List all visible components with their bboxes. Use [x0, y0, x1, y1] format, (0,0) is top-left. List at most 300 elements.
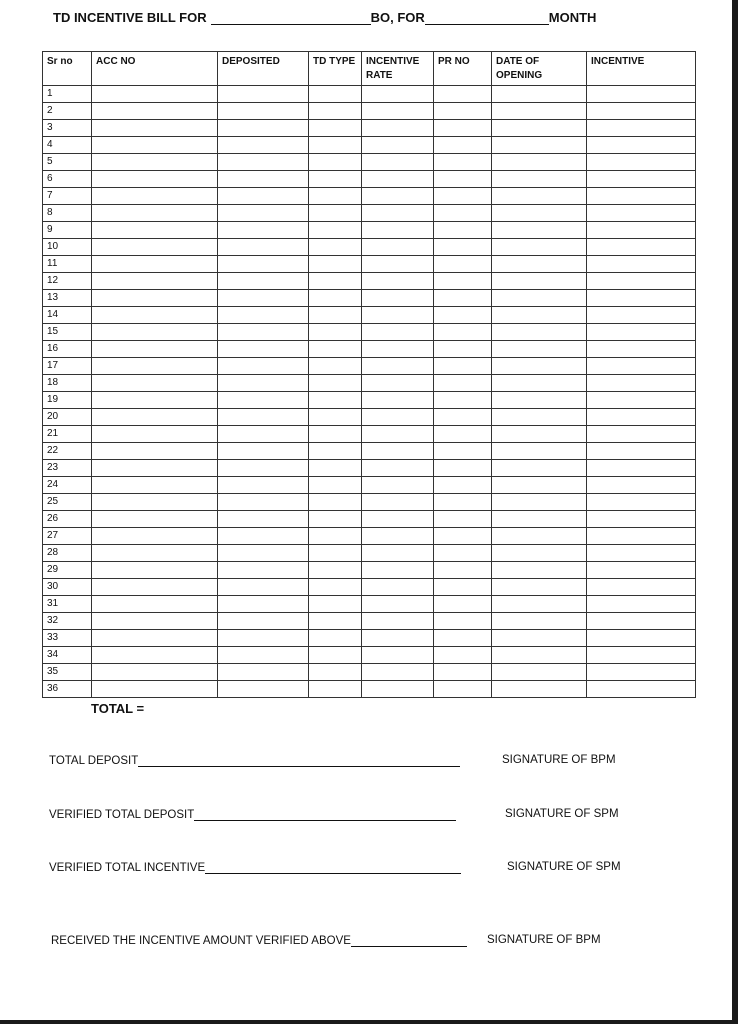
- blank-cell[interactable]: [362, 290, 434, 307]
- blank-cell[interactable]: [362, 222, 434, 239]
- table-row: [43, 290, 696, 307]
- blank-cell[interactable]: [218, 222, 309, 239]
- blank-cell[interactable]: [309, 154, 362, 171]
- blank-cell[interactable]: [309, 426, 362, 443]
- blank-cell[interactable]: [434, 528, 492, 545]
- month-blank-line[interactable]: [425, 10, 549, 25]
- blank-cell[interactable]: [92, 86, 218, 103]
- blank-cell[interactable]: [362, 86, 434, 103]
- table-row: [43, 562, 696, 579]
- blank-cell[interactable]: [362, 341, 434, 358]
- blank-cell[interactable]: [362, 324, 434, 341]
- blank-cell[interactable]: [92, 443, 218, 460]
- blank-cell[interactable]: [218, 681, 309, 698]
- blank-cell[interactable]: [492, 562, 587, 579]
- blank-cell[interactable]: [218, 392, 309, 409]
- blank-cell[interactable]: [434, 562, 492, 579]
- verified-total-incentive-blank-line[interactable]: [205, 861, 461, 874]
- blank-cell[interactable]: [362, 511, 434, 528]
- blank-cell[interactable]: [309, 443, 362, 460]
- blank-cell[interactable]: [492, 392, 587, 409]
- blank-cell[interactable]: [309, 409, 362, 426]
- blank-cell[interactable]: [309, 256, 362, 273]
- blank-cell[interactable]: [492, 613, 587, 630]
- blank-cell[interactable]: [218, 120, 309, 137]
- blank-cell[interactable]: [218, 613, 309, 630]
- blank-cell[interactable]: [587, 256, 696, 273]
- blank-cell[interactable]: [587, 494, 696, 511]
- blank-cell[interactable]: [492, 239, 587, 256]
- blank-cell[interactable]: [309, 528, 362, 545]
- blank-cell[interactable]: [362, 239, 434, 256]
- sr-no-cell: 32: [43, 613, 92, 630]
- blank-cell[interactable]: [492, 358, 587, 375]
- blank-cell[interactable]: [218, 630, 309, 647]
- blank-cell[interactable]: [92, 358, 218, 375]
- blank-cell[interactable]: [92, 222, 218, 239]
- blank-cell[interactable]: [434, 205, 492, 222]
- blank-cell[interactable]: [92, 341, 218, 358]
- blank-cell[interactable]: [218, 154, 309, 171]
- blank-cell[interactable]: [92, 579, 218, 596]
- blank-cell[interactable]: [492, 494, 587, 511]
- blank-cell[interactable]: [492, 341, 587, 358]
- blank-cell[interactable]: [92, 647, 218, 664]
- blank-cell[interactable]: [362, 103, 434, 120]
- blank-cell[interactable]: [434, 341, 492, 358]
- sr-no-cell: 24: [43, 477, 92, 494]
- blank-cell[interactable]: [587, 511, 696, 528]
- blank-cell[interactable]: [587, 426, 696, 443]
- blank-cell[interactable]: [587, 358, 696, 375]
- sr-no-cell: 21: [43, 426, 92, 443]
- blank-cell[interactable]: [218, 103, 309, 120]
- blank-cell[interactable]: [218, 290, 309, 307]
- blank-cell[interactable]: [309, 137, 362, 154]
- blank-cell[interactable]: [434, 375, 492, 392]
- blank-cell[interactable]: [309, 239, 362, 256]
- blank-cell[interactable]: [587, 392, 696, 409]
- blank-cell[interactable]: [309, 630, 362, 647]
- title-part-bo-for: BO, FOR: [370, 10, 425, 25]
- blank-cell[interactable]: [434, 426, 492, 443]
- blank-cell[interactable]: [434, 137, 492, 154]
- blank-cell[interactable]: [309, 562, 362, 579]
- blank-cell[interactable]: [309, 460, 362, 477]
- blank-cell[interactable]: [587, 562, 696, 579]
- blank-cell[interactable]: [492, 681, 587, 698]
- blank-cell[interactable]: [492, 120, 587, 137]
- sr-no-cell: 23: [43, 460, 92, 477]
- blank-cell[interactable]: [362, 273, 434, 290]
- blank-cell[interactable]: [434, 103, 492, 120]
- blank-cell[interactable]: [434, 86, 492, 103]
- blank-cell[interactable]: [434, 222, 492, 239]
- sr-no-cell: 29: [43, 562, 92, 579]
- sr-no-cell: 6: [43, 171, 92, 188]
- blank-cell[interactable]: [92, 239, 218, 256]
- blank-cell[interactable]: [492, 647, 587, 664]
- blank-cell[interactable]: [218, 647, 309, 664]
- blank-cell[interactable]: [587, 307, 696, 324]
- blank-cell[interactable]: [92, 273, 218, 290]
- blank-cell[interactable]: [434, 647, 492, 664]
- col-header-sr-no: Sr no: [43, 52, 92, 86]
- bill-title: [53, 10, 596, 25]
- blank-cell[interactable]: [587, 681, 696, 698]
- blank-cell[interactable]: [587, 596, 696, 613]
- blank-cell[interactable]: [587, 324, 696, 341]
- blank-cell[interactable]: [492, 307, 587, 324]
- blank-cell[interactable]: [434, 545, 492, 562]
- blank-cell[interactable]: [218, 137, 309, 154]
- blank-cell[interactable]: [218, 443, 309, 460]
- blank-cell[interactable]: [434, 613, 492, 630]
- blank-cell[interactable]: [362, 494, 434, 511]
- blank-cell[interactable]: [587, 341, 696, 358]
- blank-cell[interactable]: [492, 409, 587, 426]
- blank-cell[interactable]: [92, 409, 218, 426]
- blank-cell[interactable]: [92, 154, 218, 171]
- blank-cell[interactable]: [434, 681, 492, 698]
- blank-cell[interactable]: [362, 630, 434, 647]
- blank-cell[interactable]: [218, 205, 309, 222]
- blank-cell[interactable]: [587, 273, 696, 290]
- blank-cell[interactable]: [362, 545, 434, 562]
- blank-cell[interactable]: [492, 426, 587, 443]
- blank-cell[interactable]: [92, 681, 218, 698]
- sr-no-cell: 13: [43, 290, 92, 307]
- table-row: [43, 392, 696, 409]
- table-row: [43, 409, 696, 426]
- table-row: [43, 511, 696, 528]
- blank-cell[interactable]: [218, 341, 309, 358]
- blank-cell[interactable]: [434, 307, 492, 324]
- blank-cell[interactable]: [309, 494, 362, 511]
- blank-cell[interactable]: [362, 426, 434, 443]
- blank-cell[interactable]: [309, 205, 362, 222]
- blank-cell[interactable]: [492, 171, 587, 188]
- blank-cell[interactable]: [92, 562, 218, 579]
- blank-cell[interactable]: [309, 477, 362, 494]
- blank-cell[interactable]: [309, 171, 362, 188]
- blank-cell[interactable]: [362, 188, 434, 205]
- blank-cell[interactable]: [309, 596, 362, 613]
- blank-cell[interactable]: [587, 630, 696, 647]
- blank-cell[interactable]: [587, 154, 696, 171]
- blank-cell[interactable]: [309, 222, 362, 239]
- blank-cell[interactable]: [92, 205, 218, 222]
- blank-cell[interactable]: [587, 460, 696, 477]
- sr-no-cell: 16: [43, 341, 92, 358]
- blank-cell[interactable]: [362, 137, 434, 154]
- blank-cell[interactable]: [218, 358, 309, 375]
- blank-cell[interactable]: [92, 528, 218, 545]
- blank-cell[interactable]: [218, 562, 309, 579]
- blank-cell[interactable]: [492, 103, 587, 120]
- table-row: [43, 154, 696, 171]
- blank-cell[interactable]: [92, 324, 218, 341]
- blank-cell[interactable]: [218, 273, 309, 290]
- blank-cell[interactable]: [434, 120, 492, 137]
- blank-cell[interactable]: [434, 494, 492, 511]
- blank-cell[interactable]: [434, 596, 492, 613]
- blank-cell[interactable]: [434, 171, 492, 188]
- blank-cell[interactable]: [434, 358, 492, 375]
- blank-cell[interactable]: [362, 307, 434, 324]
- blank-cell[interactable]: [92, 171, 218, 188]
- blank-cell[interactable]: [587, 239, 696, 256]
- blank-cell[interactable]: [492, 205, 587, 222]
- table-row: [43, 443, 696, 460]
- blank-cell[interactable]: [587, 290, 696, 307]
- blank-cell[interactable]: [587, 188, 696, 205]
- blank-cell[interactable]: [92, 596, 218, 613]
- blank-cell[interactable]: [218, 426, 309, 443]
- blank-cell[interactable]: [362, 409, 434, 426]
- sr-no-cell: 2: [43, 103, 92, 120]
- blank-cell[interactable]: [492, 511, 587, 528]
- blank-cell[interactable]: [362, 664, 434, 681]
- blank-cell[interactable]: [218, 477, 309, 494]
- blank-cell[interactable]: [218, 324, 309, 341]
- blank-cell[interactable]: [309, 120, 362, 137]
- blank-cell[interactable]: [587, 409, 696, 426]
- blank-cell[interactable]: [309, 613, 362, 630]
- blank-cell[interactable]: [92, 103, 218, 120]
- blank-cell[interactable]: [218, 307, 309, 324]
- blank-cell[interactable]: [587, 613, 696, 630]
- blank-cell[interactable]: [309, 647, 362, 664]
- blank-cell[interactable]: [362, 613, 434, 630]
- blank-cell[interactable]: [434, 579, 492, 596]
- blank-cell[interactable]: [218, 664, 309, 681]
- blank-cell[interactable]: [92, 188, 218, 205]
- blank-cell[interactable]: [362, 256, 434, 273]
- blank-cell[interactable]: [434, 460, 492, 477]
- blank-cell[interactable]: [362, 528, 434, 545]
- blank-cell[interactable]: [492, 188, 587, 205]
- blank-cell[interactable]: [218, 460, 309, 477]
- blank-cell[interactable]: [309, 681, 362, 698]
- blank-cell[interactable]: [362, 460, 434, 477]
- blank-cell[interactable]: [587, 120, 696, 137]
- blank-cell[interactable]: [309, 579, 362, 596]
- blank-cell[interactable]: [92, 630, 218, 647]
- blank-cell[interactable]: [492, 324, 587, 341]
- verified-total-deposit-blank-line[interactable]: [194, 808, 456, 821]
- received-blank-line[interactable]: [351, 934, 467, 947]
- blank-cell[interactable]: [218, 545, 309, 562]
- table-row: [43, 579, 696, 596]
- blank-cell[interactable]: [492, 630, 587, 647]
- blank-cell[interactable]: [362, 562, 434, 579]
- blank-cell[interactable]: [92, 545, 218, 562]
- table-row: [43, 86, 696, 103]
- branch-blank-line[interactable]: [211, 10, 371, 25]
- blank-cell[interactable]: [587, 86, 696, 103]
- table-row: [43, 341, 696, 358]
- blank-cell[interactable]: [218, 256, 309, 273]
- blank-cell[interactable]: [492, 443, 587, 460]
- sr-no-cell: 9: [43, 222, 92, 239]
- blank-cell[interactable]: [362, 154, 434, 171]
- blank-cell[interactable]: [434, 239, 492, 256]
- blank-cell[interactable]: [587, 222, 696, 239]
- blank-cell[interactable]: [434, 664, 492, 681]
- table-row: [43, 528, 696, 545]
- blank-cell[interactable]: [309, 664, 362, 681]
- table-body: [43, 86, 696, 698]
- blank-cell[interactable]: [309, 188, 362, 205]
- blank-cell[interactable]: [309, 341, 362, 358]
- blank-cell[interactable]: [492, 154, 587, 171]
- blank-cell[interactable]: [309, 86, 362, 103]
- blank-cell[interactable]: [434, 409, 492, 426]
- blank-cell[interactable]: [309, 392, 362, 409]
- blank-cell[interactable]: [92, 392, 218, 409]
- blank-cell[interactable]: [92, 511, 218, 528]
- blank-cell[interactable]: [362, 392, 434, 409]
- blank-cell[interactable]: [434, 188, 492, 205]
- blank-cell[interactable]: [492, 460, 587, 477]
- blank-cell[interactable]: [587, 103, 696, 120]
- blank-cell[interactable]: [92, 120, 218, 137]
- verified-total-incentive-label: VERIFIED TOTAL INCENTIVE: [49, 862, 206, 874]
- signature-bpm-2: SIGNATURE OF BPM: [487, 934, 601, 946]
- blank-cell[interactable]: [434, 443, 492, 460]
- blank-cell[interactable]: [218, 579, 309, 596]
- table-row: [43, 307, 696, 324]
- blank-cell[interactable]: [434, 630, 492, 647]
- blank-cell[interactable]: [587, 664, 696, 681]
- blank-cell[interactable]: [218, 86, 309, 103]
- total-deposit-blank-line[interactable]: [138, 754, 460, 767]
- sr-no-cell: 25: [43, 494, 92, 511]
- blank-cell[interactable]: [362, 171, 434, 188]
- table-row: [43, 596, 696, 613]
- blank-cell[interactable]: [492, 596, 587, 613]
- blank-cell[interactable]: [587, 137, 696, 154]
- blank-cell[interactable]: [362, 358, 434, 375]
- blank-cell[interactable]: [218, 375, 309, 392]
- blank-cell[interactable]: [92, 137, 218, 154]
- blank-cell[interactable]: [587, 528, 696, 545]
- blank-cell[interactable]: [434, 154, 492, 171]
- blank-cell[interactable]: [92, 375, 218, 392]
- blank-cell[interactable]: [309, 290, 362, 307]
- blank-cell[interactable]: [492, 579, 587, 596]
- sr-no-cell: 34: [43, 647, 92, 664]
- blank-cell[interactable]: [218, 409, 309, 426]
- blank-cell[interactable]: [587, 579, 696, 596]
- blank-cell[interactable]: [92, 664, 218, 681]
- blank-cell[interactable]: [309, 358, 362, 375]
- blank-cell[interactable]: [218, 239, 309, 256]
- blank-cell[interactable]: [587, 443, 696, 460]
- table-row: [43, 630, 696, 647]
- blank-cell[interactable]: [492, 256, 587, 273]
- blank-cell[interactable]: [587, 171, 696, 188]
- blank-cell[interactable]: [434, 477, 492, 494]
- blank-cell[interactable]: [92, 460, 218, 477]
- blank-cell[interactable]: [492, 222, 587, 239]
- blank-cell[interactable]: [218, 596, 309, 613]
- blank-cell[interactable]: [309, 375, 362, 392]
- blank-cell[interactable]: [492, 545, 587, 562]
- verified-total-deposit-label: VERIFIED TOTAL DEPOSIT: [49, 809, 195, 821]
- blank-cell[interactable]: [434, 324, 492, 341]
- blank-cell[interactable]: [362, 205, 434, 222]
- blank-cell[interactable]: [434, 273, 492, 290]
- blank-cell[interactable]: [362, 579, 434, 596]
- blank-cell[interactable]: [92, 494, 218, 511]
- blank-cell[interactable]: [434, 290, 492, 307]
- blank-cell[interactable]: [218, 188, 309, 205]
- sr-no-cell: 31: [43, 596, 92, 613]
- blank-cell[interactable]: [309, 103, 362, 120]
- blank-cell[interactable]: [362, 596, 434, 613]
- blank-cell[interactable]: [492, 86, 587, 103]
- blank-cell[interactable]: [309, 545, 362, 562]
- table-row: [43, 477, 696, 494]
- table-row: [43, 256, 696, 273]
- blank-cell[interactable]: [218, 171, 309, 188]
- blank-cell[interactable]: [492, 137, 587, 154]
- blank-cell[interactable]: [362, 647, 434, 664]
- blank-cell[interactable]: [492, 375, 587, 392]
- blank-cell[interactable]: [362, 681, 434, 698]
- blank-cell[interactable]: [309, 307, 362, 324]
- blank-cell[interactable]: [362, 375, 434, 392]
- blank-cell[interactable]: [587, 375, 696, 392]
- blank-cell[interactable]: [587, 647, 696, 664]
- blank-cell[interactable]: [92, 256, 218, 273]
- table-row: [43, 171, 696, 188]
- blank-cell[interactable]: [434, 392, 492, 409]
- blank-cell[interactable]: [492, 477, 587, 494]
- sr-no-cell: 15: [43, 324, 92, 341]
- blank-cell[interactable]: [218, 511, 309, 528]
- blank-cell[interactable]: [587, 545, 696, 562]
- blank-cell[interactable]: [92, 290, 218, 307]
- blank-cell[interactable]: [492, 664, 587, 681]
- sr-no-cell: 11: [43, 256, 92, 273]
- blank-cell[interactable]: [92, 426, 218, 443]
- blank-cell[interactable]: [492, 290, 587, 307]
- blank-cell[interactable]: [218, 528, 309, 545]
- blank-cell[interactable]: [492, 528, 587, 545]
- blank-cell[interactable]: [434, 511, 492, 528]
- blank-cell[interactable]: [218, 494, 309, 511]
- sr-no-cell: 33: [43, 630, 92, 647]
- blank-cell[interactable]: [362, 443, 434, 460]
- table-row: [43, 681, 696, 698]
- blank-cell[interactable]: [309, 273, 362, 290]
- table-header-row: [43, 52, 696, 86]
- blank-cell[interactable]: [587, 205, 696, 222]
- blank-cell[interactable]: [587, 477, 696, 494]
- blank-cell[interactable]: [309, 324, 362, 341]
- blank-cell[interactable]: [92, 307, 218, 324]
- blank-cell[interactable]: [492, 273, 587, 290]
- blank-cell[interactable]: [362, 120, 434, 137]
- blank-cell[interactable]: [309, 511, 362, 528]
- blank-cell[interactable]: [92, 613, 218, 630]
- blank-cell[interactable]: [362, 477, 434, 494]
- blank-cell[interactable]: [92, 477, 218, 494]
- blank-cell[interactable]: [434, 256, 492, 273]
